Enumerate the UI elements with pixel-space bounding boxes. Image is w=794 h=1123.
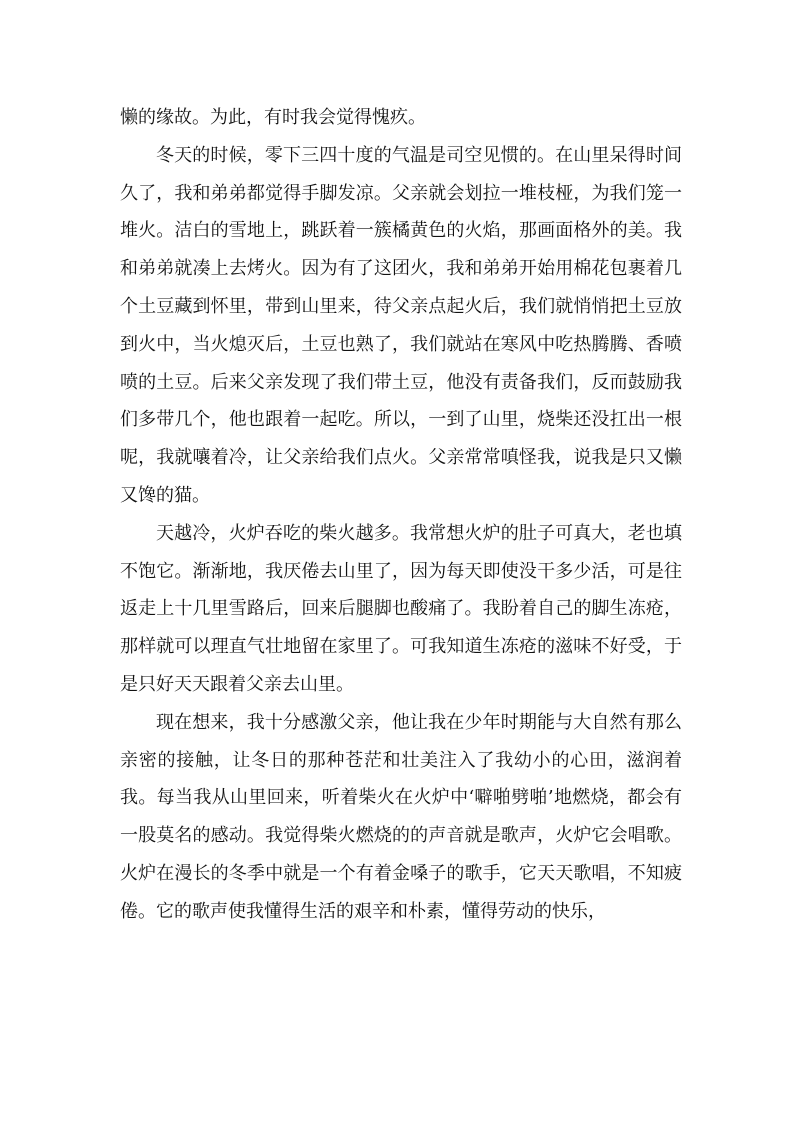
document-body (120, 99, 682, 931)
paragraph-3: 天越冷，火炉吞吃的柴火越多。我常想火炉的肚子可真大，老也填不饱它。渐渐地，我厌倦去山里了，因为每天即使没干多少活，可是往返走上十几里雪路后，回来后腿脚也酸痛了。我盼着自己的脚生冻疮，那样就可以理直气壮地留在家里了。可我知道生冻疮的滋味不好受，于是只好天天跟着父亲去山里。 (120, 522, 682, 695)
paragraph-2: 冬天的时候，零下三四十度的气温是司空见惯的。在山里呆得时间久了，我和弟弟都觉得手脚发凉。父亲就会划拉一堆枝桠，为我们笼一堆火。洁白的雪地上，跳跃着一簇橘黄色的火焰，那画面格外的美。我和弟弟就凑上去烤火。因为有了这团火，我和弟弟开始用棉花包裹着几个土豆藏到怀里，带到山里来，待父亲点起火后，我们就悄悄把土豆放到火中，当火熄灭后，土豆也熟了，我们就站在寒风中吃热腾腾、香喷喷的土豆。后来父亲发现了我们带土豆，他没有责备我们，反而鼓励我们多带几个，他也跟着一起吃。所以，一到了山里，烧柴还没扛出一根呢，我就嚷着冷，让父亲给我们点火。父亲常常嗔怪我，说我是只又懒又馋的猫。 (120, 144, 682, 506)
paragraph-4: 现在想来，我十分感激父亲，他让我在少年时期能与大自然有那么亲密的接触，让冬日的那种苍茫和壮美注入了我幼小的心田，滋润着我。每当我从山里回来，听着柴火在火炉中‘噼啪劈啪’地燃烧，都会有一股莫名的感动。我觉得柴火燃烧的的声音就是歌声，火炉它会唱歌。火炉在漫长的冬季中就是一个有着金嗓子的歌手，它天天歌唱，不知疲倦。它的歌声使我懂得生活的艰辛和朴素，懂得劳动的快乐， (120, 711, 682, 922)
paragraph-1: 懒的缘故。为此，有时我会觉得愧疚。 (120, 107, 426, 128)
